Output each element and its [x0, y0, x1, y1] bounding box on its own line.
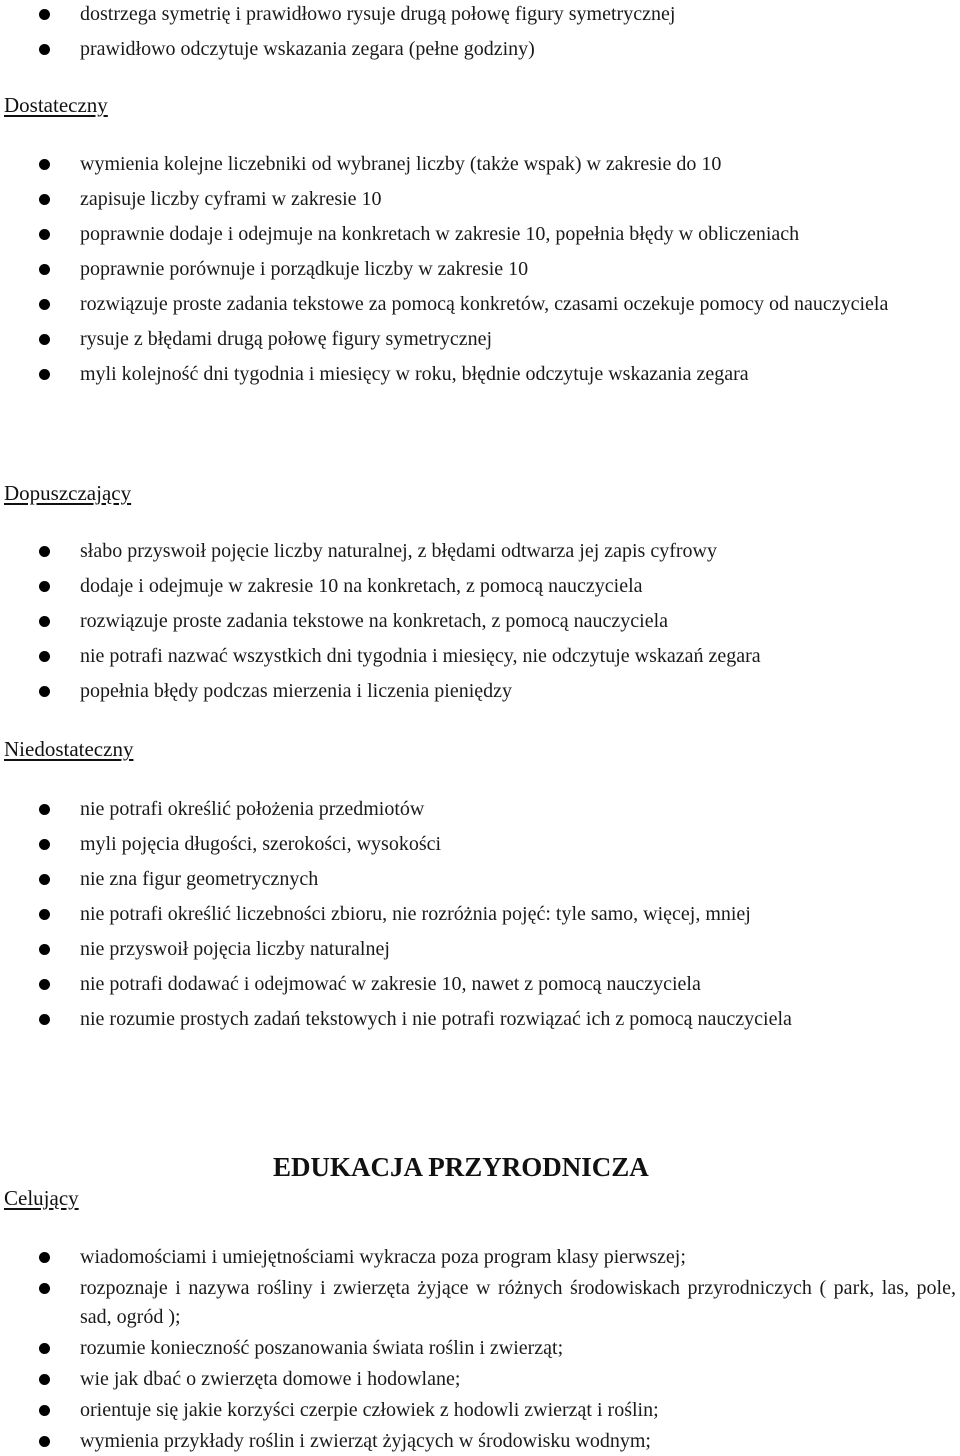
list-item-text: nie rozumie prostych zadań tekstowych i nie potrafi rozwiązać ich z pomocą nauczyciela — [80, 1008, 792, 1030]
list-item-text: nie przyswoił pojęcia liczby naturalnej — [80, 938, 390, 960]
list-item-text: słabo przyswoił pojęcie liczby naturalnej, z błędami odtwarza jej zapis cyfrowy — [80, 540, 717, 562]
list-item — [0, 572, 960, 601]
list-item — [0, 795, 960, 824]
dostateczny-list — [0, 150, 960, 389]
bullet-icon — [39, 1405, 50, 1416]
list-item-text: rozpoznaje i nazywa rośliny i zwierzęta żyjące w różnych środowiskach przyrodniczych ( park, las, pole, sad, ogród ); — [80, 1277, 956, 1328]
celujacy-list — [0, 1243, 960, 1456]
bullet-icon — [39, 616, 50, 627]
niedostateczny-list — [0, 795, 960, 1034]
bullet-icon — [39, 369, 50, 380]
list-item — [0, 35, 960, 64]
bullet-icon — [39, 159, 50, 170]
list-item-text: wiadomościami i umiejętnościami wykracza poza program klasy pierwszej; — [80, 1246, 686, 1268]
intro-list — [0, 0, 960, 64]
list-item-text: wie jak dbać o zwierzęta domowe i hodowlane; — [80, 1368, 461, 1390]
list-item — [0, 677, 960, 706]
list-item — [0, 1274, 960, 1332]
bullet-icon — [39, 1436, 50, 1447]
list-item-text: rysuje z błędami drugą połowę figury symetrycznej — [80, 328, 493, 350]
bullet-icon — [39, 264, 50, 275]
bullet-icon — [39, 874, 50, 885]
bullet-icon — [39, 334, 50, 345]
section-title: EDUKACJA PRZYRODNICZA — [273, 1152, 649, 1182]
bullet-icon — [39, 581, 50, 592]
grade-heading-niedostateczny: Niedostateczny — [4, 737, 134, 761]
list-item — [0, 220, 960, 249]
list-item — [0, 1005, 960, 1034]
bullet-icon — [39, 1014, 50, 1025]
list-item — [0, 900, 960, 929]
list-item — [0, 0, 960, 29]
list-item-text: zapisuje liczby cyframi w zakresie 10 — [80, 188, 382, 210]
list-item — [0, 325, 960, 354]
list-item-text: wymienia kolejne liczebniki od wybranej liczby (także wspak) w zakresie do 10 — [80, 153, 722, 175]
bullet-icon — [39, 1283, 50, 1294]
bullet-icon — [39, 651, 50, 662]
list-item-text: rozwiązuje proste zadania tekstowe na konkretach, z pomocą nauczyciela — [80, 610, 669, 632]
list-item-text: rozumie konieczność poszanowania świata roślin i zwierząt; — [80, 1337, 564, 1359]
bullet-icon — [39, 804, 50, 815]
list-item — [0, 1243, 960, 1272]
bullet-icon — [39, 44, 50, 55]
list-item — [0, 642, 960, 671]
grade-heading-dostateczny: Dostateczny — [4, 93, 108, 117]
list-item-text: prawidłowo odczytuje wskazania zegara (pełne godziny) — [80, 38, 535, 60]
list-item-text: nie potrafi określić położenia przedmiotów — [80, 798, 425, 820]
list-item-text: poprawnie dodaje i odejmuje na konkretach w zakresie 10, popełnia błędy w obliczeniach — [80, 223, 800, 245]
bullet-icon — [39, 194, 50, 205]
list-item — [0, 830, 960, 859]
list-item — [0, 255, 960, 284]
bullet-icon — [39, 909, 50, 920]
list-item — [0, 1396, 960, 1425]
list-item — [0, 1334, 960, 1363]
list-item-text: nie potrafi określić liczebności zbioru, nie rozróżnia pojęć: tyle samo, więcej, mniej — [80, 903, 751, 925]
bullet-icon — [39, 1374, 50, 1385]
list-item — [0, 290, 960, 319]
list-item-text: dodaje i odejmuje w zakresie 10 na konkretach, z pomocą nauczyciela — [80, 575, 643, 597]
list-item — [0, 150, 960, 179]
bullet-icon — [39, 979, 50, 990]
bullet-icon — [39, 944, 50, 955]
list-item — [0, 970, 960, 999]
list-item-text: myli pojęcia długości, szerokości, wysokości — [80, 833, 442, 855]
bullet-icon — [39, 9, 50, 20]
list-item — [0, 537, 960, 566]
list-item-text: nie potrafi nazwać wszystkich dni tygodnia i miesięcy, nie odczytuje wskazań zegara — [80, 645, 761, 667]
list-item — [0, 185, 960, 214]
list-item — [0, 1427, 960, 1456]
list-item-text: orientuje się jakie korzyści czerpie człowiek z hodowli zwierząt i roślin; — [80, 1399, 659, 1421]
grade-heading-celujacy: Celujący — [4, 1186, 79, 1210]
list-item-text: myli kolejność dni tygodnia i miesięcy w roku, błędnie odczytuje wskazania zegara — [80, 363, 749, 385]
dopuszczajacy-list — [0, 537, 960, 706]
list-item — [0, 935, 960, 964]
list-item-text: nie zna figur geometrycznych — [80, 868, 319, 890]
bullet-icon — [39, 546, 50, 557]
list-item-text: dostrzega symetrię i prawidłowo rysuje drugą połowę figury symetrycznej — [80, 3, 676, 25]
list-item-text: wymienia przykłady roślin i zwierząt żyjących w środowisku wodnym; — [80, 1430, 651, 1452]
bullet-icon — [39, 686, 50, 697]
grade-heading-dopuszczajacy: Dopuszczający — [4, 481, 132, 505]
list-item-text: rozwiązuje proste zadania tekstowe za pomocą konkretów, czasami oczekuje pomocy od nauczyciela — [80, 293, 889, 315]
bullet-icon — [39, 1252, 50, 1263]
list-item-text: nie potrafi dodawać i odejmować w zakresie 10, nawet z pomocą nauczyciela — [80, 973, 701, 995]
list-item — [0, 607, 960, 636]
list-item-text: poprawnie porównuje i porządkuje liczby w zakresie 10 — [80, 258, 529, 280]
bullet-icon — [39, 299, 50, 310]
list-item — [0, 360, 960, 389]
list-item — [0, 865, 960, 894]
bullet-icon — [39, 1343, 50, 1354]
list-item — [0, 1365, 960, 1394]
bullet-icon — [39, 229, 50, 240]
bullet-icon — [39, 839, 50, 850]
list-item-text: popełnia błędy podczas mierzenia i liczenia pieniędzy — [80, 680, 513, 702]
